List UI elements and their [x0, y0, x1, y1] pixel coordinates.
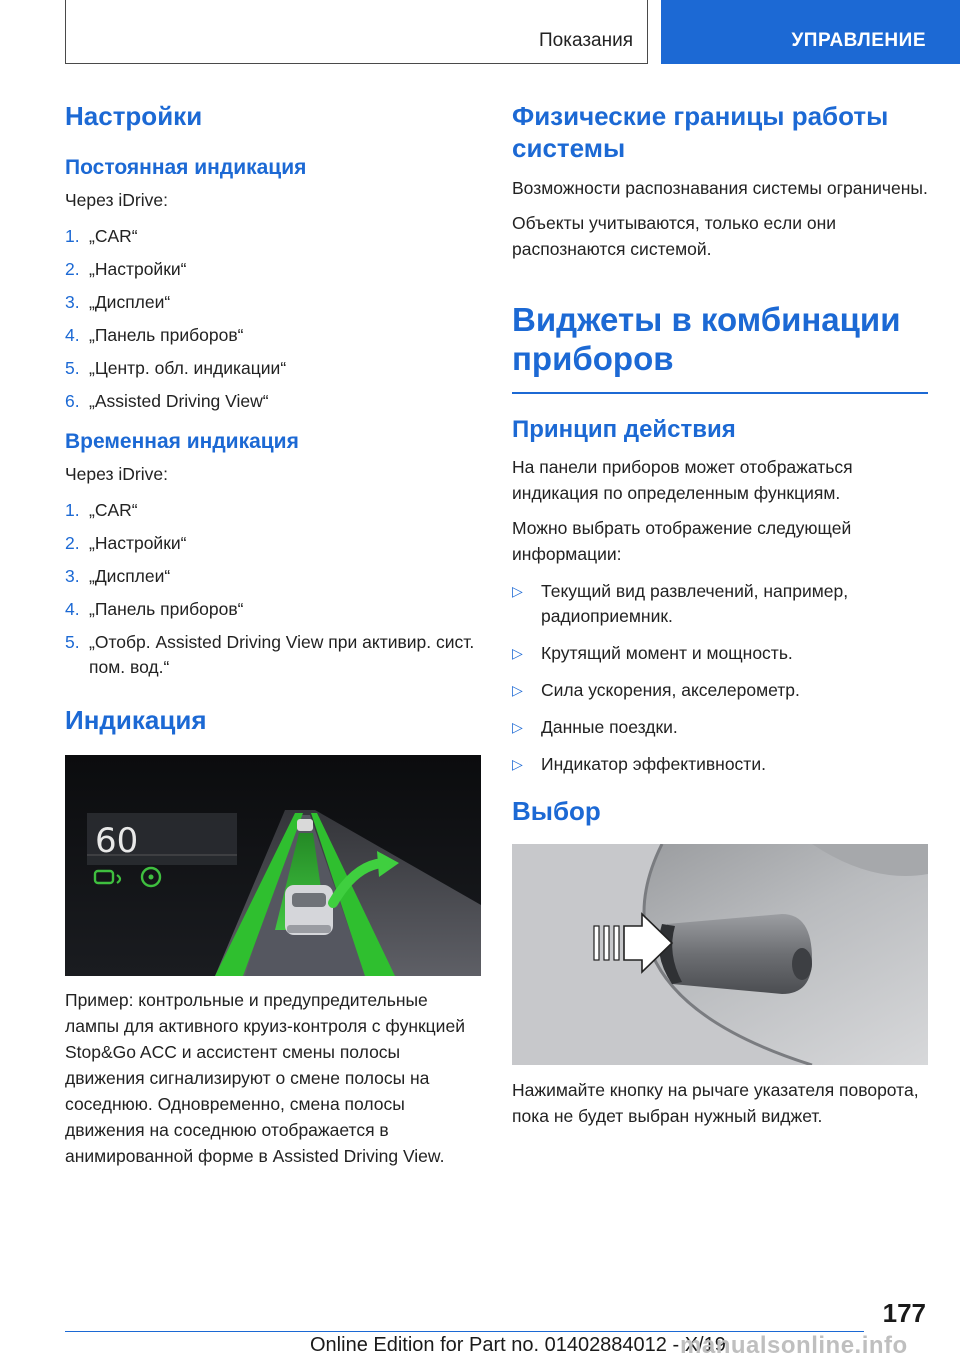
site-watermark: manualsonline.info	[680, 1332, 908, 1359]
list-item: 5. „Центр. обл. индикации“	[65, 358, 287, 378]
indication-title: Индикация	[65, 705, 207, 735]
temporary-intro: Через iDrive:	[65, 464, 168, 484]
header-frame	[65, 0, 648, 64]
limits-p2: Объекты учитываются, только если они распознаются системой.	[512, 213, 837, 259]
left-column	[65, 100, 481, 1169]
speed-readout: 60	[95, 821, 139, 861]
temporary-steps	[65, 498, 481, 680]
principle-heading: Принцип действия	[512, 416, 736, 443]
limits-title: Физические границы работы системы	[512, 101, 889, 163]
list-item: 4. „Панель приборов“	[65, 599, 244, 619]
principle-p1: На панели приборов может отображаться индикация по определенным функциям.	[512, 457, 853, 503]
figure-caption: Пример: контрольные и предупредительные лампы для активного круиз-контроля с функцией Stop&Go ACC и ассистент смены полосы движения сигнализируют о смене полосы на соседнюю. Одновременно, смена полосы движения на соседнюю отображается в анимированной форме в Assisted Driving View.	[65, 990, 465, 1166]
list-item: 6. „Assisted Driving View“	[65, 391, 269, 411]
limits-p1: Возможности распознавания системы ограничены.	[512, 178, 928, 198]
bullet-triangle-icon: ▷	[512, 756, 523, 772]
bullet-triangle-icon: ▷	[512, 583, 523, 599]
settings-title: Настройки	[65, 101, 203, 131]
list-item: 5. „Отобр. Assisted Driving View при активир. сист. пом. вод.“	[65, 632, 475, 677]
page-number: 177	[882, 1298, 926, 1328]
permanent-heading: Постоянная индикация	[65, 156, 307, 179]
list-item: 3. „Дисплеи“	[65, 566, 171, 586]
list-item: 1. „CAR“	[65, 500, 138, 520]
list-item: ▷ Данные поездки.	[512, 715, 928, 740]
assisted-driving-view-image	[65, 755, 481, 976]
principle-p2: Можно выбрать отображение следующей информации:	[512, 518, 852, 564]
list-item: 2. „Настройки“	[65, 259, 187, 279]
list-item: 2. „Настройки“	[65, 533, 187, 553]
list-item: ▷ Сила ускорения, акселерометр.	[512, 678, 928, 703]
list-item: ▷ Крутящий момент и мощность.	[512, 641, 928, 666]
permanent-intro: Через iDrive:	[65, 190, 168, 210]
right-column	[512, 100, 928, 1129]
bullet-triangle-icon: ▷	[512, 682, 523, 698]
lever-caption: Нажимайте кнопку на рычаге указателя поворота, пока не будет выбран нужный виджет.	[512, 1080, 919, 1126]
list-item: 4. „Панель приборов“	[65, 325, 244, 345]
chapter-tab: УПРАВЛЕНИЕ	[661, 0, 960, 64]
section-divider	[512, 392, 928, 394]
list-item: 1. „CAR“	[65, 226, 138, 246]
list-item: 3. „Дисплеи“	[65, 292, 171, 312]
widgets-title: Виджеты в комбинации приборов	[512, 301, 901, 377]
permanent-steps	[65, 224, 481, 414]
widget-options	[512, 579, 928, 777]
list-item: ▷ Индикатор эффективности.	[512, 752, 928, 777]
list-item: ▷ Текущий вид развлечений, например, радиоприемник.	[512, 581, 849, 626]
bullet-triangle-icon: ▷	[512, 719, 523, 735]
edition-line: Online Edition for Part no. 01402884012 - X/19	[310, 1334, 726, 1356]
temporary-heading: Временная индикация	[65, 430, 299, 453]
bullet-triangle-icon: ▷	[512, 645, 523, 661]
section-title: Показания	[539, 30, 633, 51]
selection-title: Выбор	[512, 796, 601, 826]
turn-signal-lever-image	[512, 844, 928, 1065]
